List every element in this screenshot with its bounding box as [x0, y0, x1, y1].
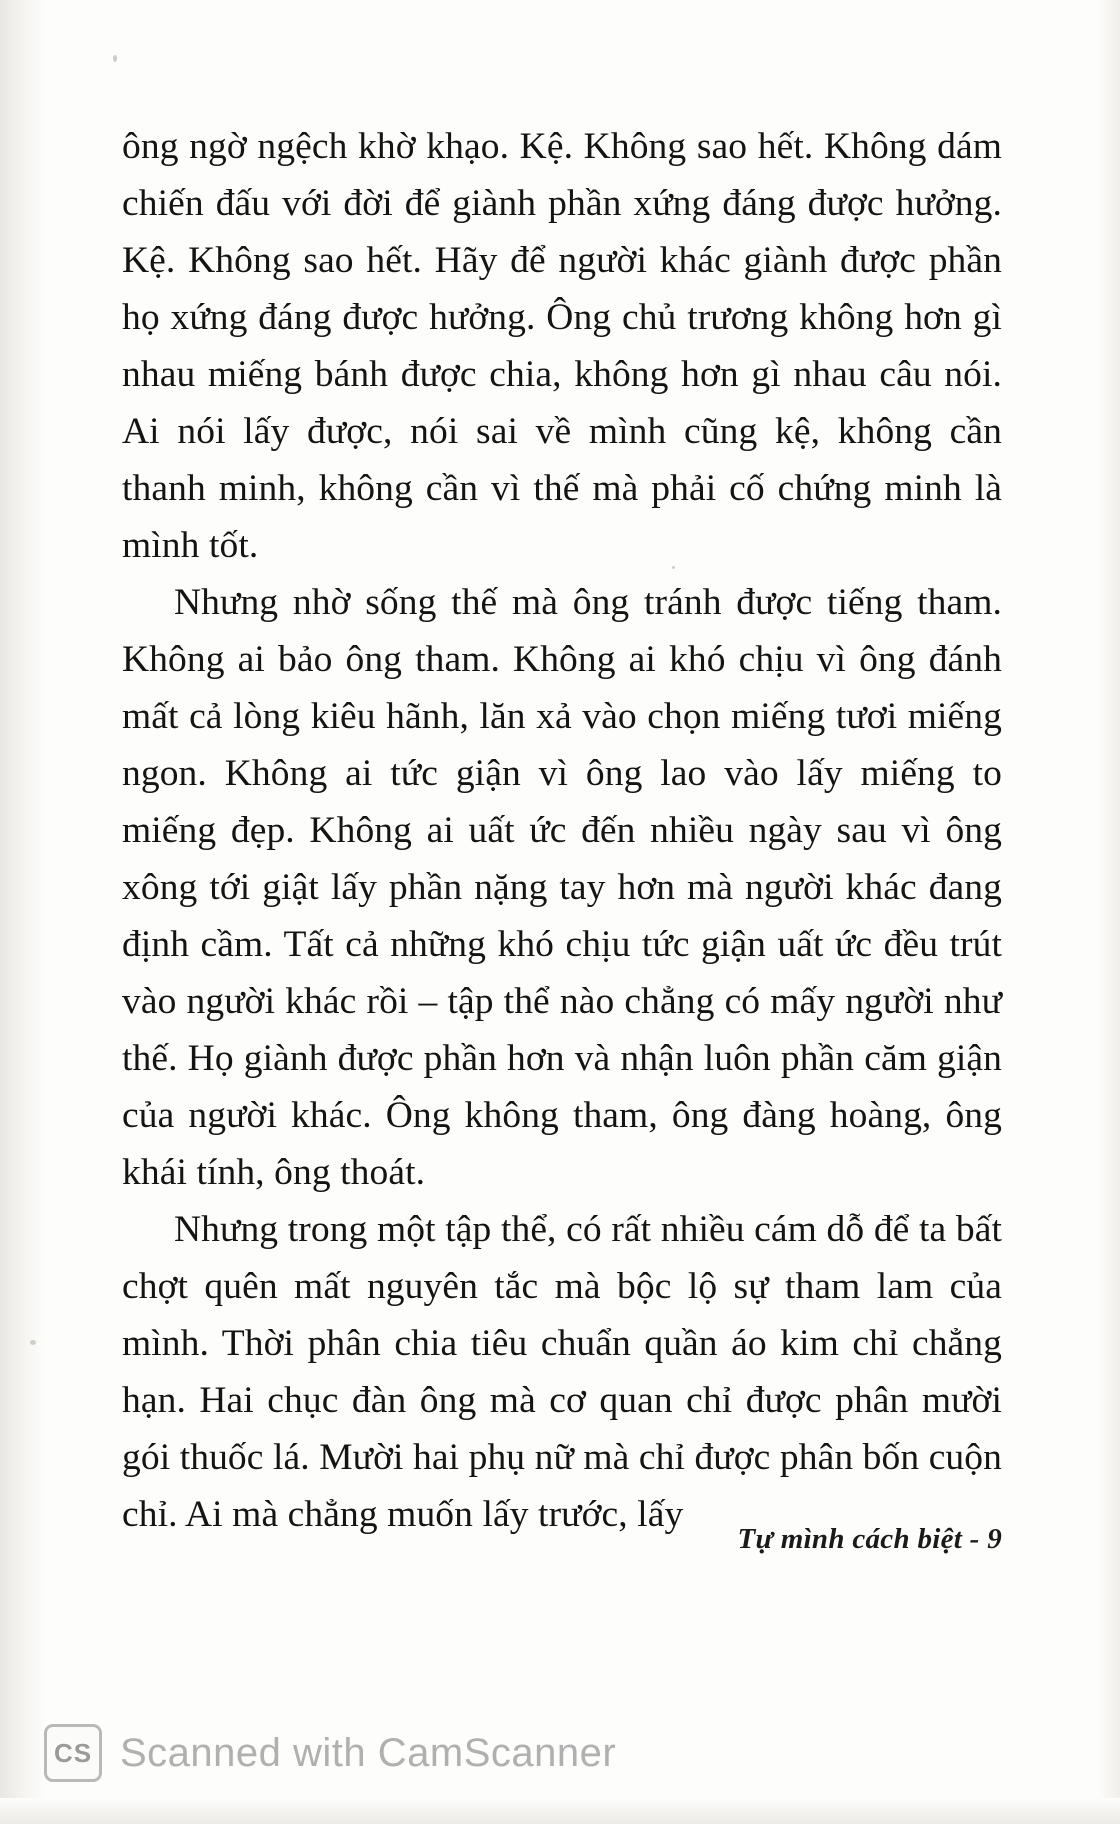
scan-edge-right — [1098, 0, 1120, 1824]
body-text-column — [122, 118, 1002, 1543]
scan-edge-left — [0, 0, 46, 1824]
page-footer: Tự mình cách biệt - 9 — [737, 1523, 1002, 1555]
scan-speck — [30, 1340, 36, 1345]
camscanner-watermark — [44, 1724, 616, 1782]
paragraph: Nhưng trong một tập thể, có rất nhiều cám dỗ để ta bất chợt quên mất nguyên tắc mà bộc lộ sự tham lam của mình. Thời phân chia tiêu chuẩn quần áo kim chỉ chẳng hạn. Hai chục đàn ông mà cơ quan chỉ được phân mười gói thuốc lá. Mười hai phụ nữ mà chỉ được phân bốn cuộn chỉ. Ai mà chẳng muốn lấy trước, lấy — [122, 1209, 1002, 1535]
scan-edge-bottom — [0, 1798, 1120, 1824]
paragraph: Nhưng nhờ sống thế mà ông tránh được tiếng tham. Không ai bảo ông tham. Không ai khó chịu vì ông đánh mất cả lòng kiêu hãnh, lăn xả vào chọn miếng tươi miếng ngon. Không ai tức giận vì ông lao vào lấy miếng to miếng đẹp. Không ai uất ức đến nhiều ngày sau vì ông xông tới giật lấy phần nặng tay hơn mà người khác đang định cầm. Tất cả những khó chịu tức giận uất ức đều trút vào người khác rồi – tập thể nào chẳng có mấy người như thế. Họ giành được phần hơn và nhận luôn phần căm giận của người khác. Ông không tham, ông đàng hoàng, ông khái tính, ông thoát. — [122, 582, 1002, 1193]
camscanner-logo-icon: CS — [44, 1724, 102, 1782]
camscanner-watermark-label: Scanned with CamScanner — [120, 1730, 617, 1775]
scan-speck — [113, 55, 117, 62]
paragraph: ông ngờ ngệch khờ khạo. Kệ. Không sao hết. Không dám chiến đấu với đời để giành phần xứng đáng được hưởng. Kệ. Không sao hết. Hãy để người khác giành được phần họ xứng đáng được hưởng. Ông chủ trương không hơn gì nhau miếng bánh được chia, không hơn gì nhau câu nói. Ai nói lấy được, nói sai về mình cũng kệ, không cần thanh minh, không cần vì thế mà phải cố chứng minh là mình tốt. — [122, 126, 1002, 566]
